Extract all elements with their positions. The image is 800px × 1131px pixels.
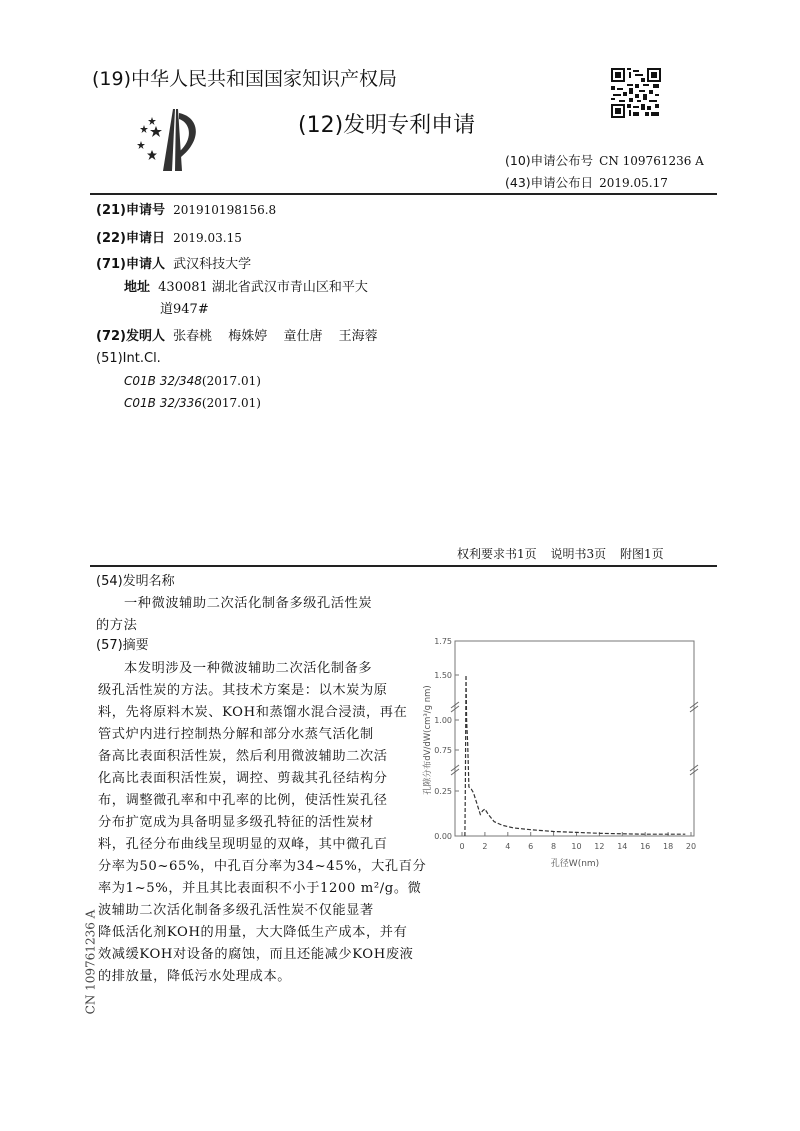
inventor-name: 张春桃 bbox=[173, 329, 213, 344]
plot-frame bbox=[455, 641, 694, 836]
y-tick-label: 0.25 bbox=[434, 787, 452, 796]
abstract-line: 的排放量，降低污水处理成本。 bbox=[98, 969, 292, 984]
y-axis-label: 孔隙分布dV/dW(cm³/g nm) bbox=[423, 685, 433, 795]
document-type: (12)发明专利申请 bbox=[298, 113, 476, 138]
applicant-label: (71)申请人 bbox=[96, 257, 165, 272]
description-page-count: 说明书3页 bbox=[550, 547, 607, 561]
int-cl-label: (51)Int.Cl. bbox=[96, 351, 161, 366]
publication-number-row bbox=[505, 151, 704, 169]
claims-page-count: 权利要求书1页 bbox=[457, 547, 537, 561]
abstract-line: 备高比表面积活性炭，然后利用微波辅助二次活 bbox=[98, 749, 388, 764]
application-date-label: (22)申请日 bbox=[96, 231, 165, 246]
y-tick-label: 1.75 bbox=[434, 637, 452, 646]
inventor-name: 王海蓉 bbox=[338, 329, 378, 344]
address-line-1: 430081 湖北省武汉市青山区和平大 bbox=[158, 280, 368, 295]
x-tick-label: 16 bbox=[640, 842, 651, 851]
inventors-label: (72)发明人 bbox=[96, 329, 165, 344]
ipc-code: C01B 32/348 bbox=[124, 374, 202, 388]
qr-code bbox=[611, 68, 661, 118]
application-number-row bbox=[96, 199, 276, 218]
abstract-line: 化高比表面积活性炭，调控、剪裁其孔径结构分 bbox=[98, 771, 388, 786]
x-tick-label: 18 bbox=[663, 842, 674, 851]
x-tick-label: 6 bbox=[528, 842, 534, 851]
y-tick-label: 0.00 bbox=[434, 832, 452, 841]
publication-number-value: CN 109761236 A bbox=[599, 154, 704, 168]
publication-number-label: (10)申请公布号 bbox=[505, 153, 594, 168]
y-tick-label: 1.50 bbox=[434, 671, 452, 680]
page-counts bbox=[457, 545, 664, 562]
application-number-label: (21)申请号 bbox=[96, 203, 165, 218]
inventor-name: 梅姝婷 bbox=[228, 329, 268, 344]
publication-date-value: 2019.05.17 bbox=[599, 176, 668, 190]
abstract-line: 降低活化剂KOH的用量，大大降低生产成本，并有 bbox=[98, 925, 408, 940]
y-tick-label: 1.00 bbox=[434, 716, 452, 725]
abstract-line: 本发明涉及一种微波辅助二次活化制备多 bbox=[124, 661, 373, 676]
abstract-label: (57)摘要 bbox=[96, 638, 149, 653]
invention-title-line-1: 一种微波辅助二次活化制备多级孔活性炭 bbox=[124, 596, 373, 611]
star-icon bbox=[137, 117, 162, 160]
application-number-value: 201910198156.8 bbox=[173, 203, 277, 217]
inventors-row bbox=[96, 325, 378, 344]
x-tick-label: 20 bbox=[685, 842, 697, 851]
application-date-row bbox=[96, 227, 242, 246]
publication-date-row bbox=[505, 173, 668, 191]
abstract-line: 波辅助二次活化制备多级孔活性炭不仅能显著 bbox=[98, 903, 374, 918]
authority-name: (19)中华人民共和国国家知识产权局 bbox=[92, 68, 398, 90]
inventor-name: 童仕唐 bbox=[283, 329, 323, 344]
x-tick-label: 14 bbox=[617, 842, 628, 851]
applicant-value: 武汉科技大学 bbox=[173, 257, 252, 272]
abstract-line: 布，调整微孔率和中孔率的比例，使活性炭孔径 bbox=[98, 793, 388, 808]
abstract-line: 分布扩宽成为具备明显多级孔特征的活性炭材 bbox=[98, 815, 374, 830]
publication-date-label: (43)申请公布日 bbox=[505, 175, 594, 190]
address-row bbox=[124, 276, 368, 295]
abstract-line: 管式炉内进行控制热分解和部分水蒸气活化制 bbox=[98, 727, 374, 742]
pore-distribution-chart bbox=[420, 630, 710, 870]
logo-arc bbox=[179, 113, 196, 157]
logo-pillar-left bbox=[163, 109, 175, 171]
series-line bbox=[465, 675, 685, 836]
x-tick-label: 2 bbox=[482, 842, 488, 851]
abstract-line: 级孔活性炭的方法。其技术方案是：以木炭为原 bbox=[98, 683, 388, 698]
abstract-line: 分率为50~65%，中孔百分率为34~45%，大孔百分 bbox=[98, 859, 427, 874]
title-label: (54)发明名称 bbox=[96, 574, 175, 589]
ipc-version: (2017.01) bbox=[201, 396, 261, 410]
x-tick-label: 4 bbox=[505, 842, 511, 851]
abstract-line: 料，孔径分布曲线呈现明显的双峰，其中微孔百 bbox=[98, 837, 388, 852]
abstract-line: 料，先将原料木炭、KOH和蒸馏水混合浸渍，再在 bbox=[98, 705, 408, 720]
x-tick-label: 10 bbox=[571, 842, 582, 851]
margin-publication-number: CN 109761236 A bbox=[83, 909, 98, 1015]
address-label: 地址 bbox=[124, 280, 151, 295]
invention-title-line-2: 的方法 bbox=[96, 618, 138, 633]
ipc-version: (2017.01) bbox=[201, 374, 261, 388]
drawings-page-count: 附图1页 bbox=[619, 547, 664, 561]
x-tick-label: 8 bbox=[551, 842, 557, 851]
ipc-row bbox=[124, 374, 261, 388]
address-line-2: 道947# bbox=[160, 302, 209, 317]
header-divider bbox=[90, 193, 717, 195]
abstract-line: 效减缓KOH对设备的腐蚀，而且还能减少KOH废液 bbox=[98, 947, 414, 962]
x-tick-label: 0 bbox=[459, 842, 465, 851]
ipc-row bbox=[124, 396, 261, 410]
cnipa-logo bbox=[135, 105, 205, 175]
x-axis-label: 孔径W(nm) bbox=[550, 859, 600, 869]
ipc-code: C01B 32/336 bbox=[124, 396, 202, 410]
x-tick-label: 12 bbox=[594, 842, 605, 851]
application-date-value: 2019.03.15 bbox=[173, 231, 242, 245]
section-divider bbox=[90, 565, 717, 567]
y-tick-label: 0.75 bbox=[434, 746, 452, 755]
abstract-line: 率为1~5%，并且其比表面积不小于1200 m²/g。微 bbox=[98, 881, 422, 896]
applicant-row bbox=[96, 253, 251, 272]
